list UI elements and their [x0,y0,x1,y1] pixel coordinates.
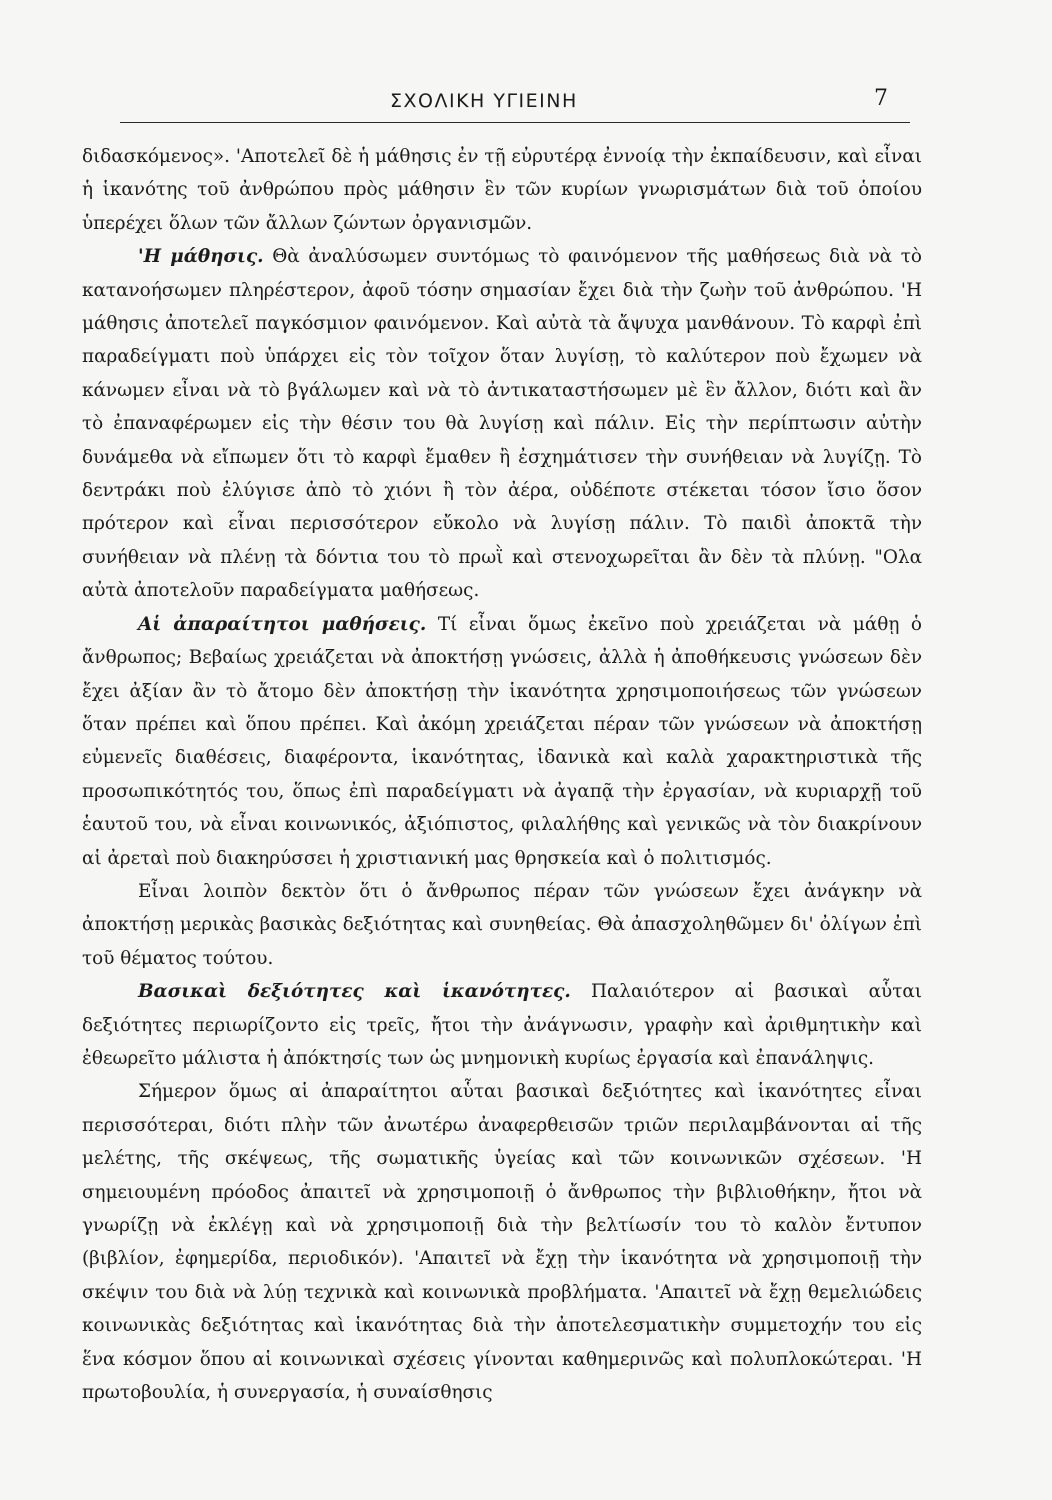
page-header [120,86,910,126]
paragraph-text: Παλαιότερον αἱ βασικαὶ αὗται δεξιότητες περιωρίζοντο εἰς τρεῖς, ἤτοι τὴν ἀνάγνωσιν, γραφὴν καὶ ἀριθμητικὴν καὶ ἐθεωρεῖτο μάλιστα ἡ ἀπόκτησίς των ὡς μνημονικὴ κυρίως ἐργασία καὶ ἐπανάληψις. [82,981,922,1069]
header-rule [120,122,910,123]
paragraph [82,608,922,875]
paragraph-text: Εἶναι λοιπὸν δεκτὸν ὅτι ὁ ἄνθρωπος πέραν τῶν γνώσεων ἔχει ἀνάγκην νὰ ἀποκτήσῃ μερικὰς βασικὰς δεξιότητας καὶ συνηθείας. Θὰ ἀπασχοληθῶμεν δι' ὀλίγων ἐπὶ τοῦ θέματος τούτου. [82,880,922,969]
paragraph-text: Τί εἶναι ὅμως ἐκεῖνο ποὺ χρειάζεται νὰ μάθῃ ὁ ἄνθρωπος; Βεβαίως χρειάζεται νὰ ἀποκτήσῃ γνώσεις, ἀλλὰ ἡ ἀποθήκευσις γνώσεων δὲν ἔχει ἀξίαν ἂν τὸ ἄτομο δὲν ἀποκτήσῃ τὴν ἱκανότητα χρησιμοποιήσεως τῶν γνώσεων ὅταν πρέπει καὶ ὅπου πρέπει. Καὶ ἀκόμη χρειάζεται πέραν τῶν γνώσεων νὰ ἀποκτήσῃ εὐμενεῖς διαθέσεις, διαφέροντα, ἱκανότητας, ἰδανικὰ καὶ καλὰ χαρακτηριστικὰ τῆς προσωπικότητός του, ὅπως ἐπὶ παραδείγματι νὰ ἀγαπᾷ τὴν ἐργασίαν, νὰ κυριαρχῇ τοῦ ἑαυτοῦ του, νὰ εἶναι κοινωνικός, ἀξιόπιστος, φιλαλήθης καὶ γενικῶς νὰ τὸν διακρίνουν αἱ ἀρεταὶ ποὺ διακηρύσσει ἡ χριστιανική μας θρησκεία καὶ ὁ πολιτισμός. [82,613,922,869]
paragraph [82,875,922,975]
paragraph [82,140,922,240]
running-title: ΣΧΟΛΙΚΗ ΥΓΙΕΙΝΗ [390,90,578,112]
page-number: 7 [874,86,888,111]
section-heading: Αἱ ἀπαραίτητοι μαθήσεις. [138,613,427,635]
paragraph [82,1075,922,1409]
section-heading: 'Η μάθησις. [138,246,264,268]
section-heading: Βασικαὶ δεξιότητες καὶ ἱκανότητες. [138,981,571,1003]
paragraph-text: Θὰ ἀναλύσωμεν συντόμως τὸ φαινόμενον τῆς μαθήσεως διὰ νὰ τὸ κατανοήσωμεν πληρέστερον, ἀφοῦ τόσην σημασίαν ἔχει διὰ τὴν ζωὴν τοῦ ἀνθρώπου. 'Η μάθησις ἀποτελεῖ παγκόσμιον φαινόμενον. Καὶ αὐτὰ τὰ ἄψυχα μανθάνουν. Τὸ καρφὶ ἐπὶ παραδείγματι ποὺ ὑπάρχει εἰς τὸν τοῖχον ὅταν λυγίσῃ, τὸ καλύτερον ποὺ ἔχωμεν νὰ κάνωμεν εἶναι νὰ τὸ βγάλωμεν καὶ νὰ τὸ ἀντικαταστήσωμεν μὲ ἓν ἄλλον, διότι καὶ ἂν τὸ ἐπαναφέρωμεν εἰς τὴν θέσιν του θὰ λυγίσῃ καὶ πάλιν. Εἰς τὴν περίπτωσιν αὐτὴν δυνάμεθα νὰ εἴπωμεν ὅτι τὸ καρφὶ ἔμαθεν ἢ ἐσχημάτισεν τὴν συνήθειαν νὰ λυγίζῃ. Τὸ δεντράκι ποὺ ἐλύγισε ἀπὸ τὸ χιόνι ἢ τὸν ἀέρα, οὐδέποτε στέκεται τόσον ἴσιο ὅσον πρότερον καὶ εἶναι περισσότερον εὔκολο νὰ λυγίσῃ πάλιν. Τὸ παιδὶ ἀποκτᾶ τὴν συνήθειαν νὰ πλένῃ τὰ δόντια του τὸ πρωῒ καὶ στενοχωρεῖται ἂν δὲν τὰ πλύνῃ. "Ολα αὐτὰ ἀποτελοῦν παραδείγματα μαθήσεως. [82,246,922,602]
paragraph [82,240,922,607]
paragraph-text: διδασκόμενος». 'Αποτελεῖ δὲ ἡ μάθησις ἐν τῇ εὐρυτέρᾳ ἐννοίᾳ τὴν ἐκπαίδευσιν, καὶ εἶναι ἡ ἱκανότης τοῦ ἀνθρώπου πρὸς μάθησιν ἓν τῶν κυρίων γνωρισμάτων διὰ τοῦ ὁποίου ὑπερέχει ὅλων τῶν ἄλλων ζώντων ὀργανισμῶν. [82,146,922,234]
paragraph-text: Σήμερον ὅμως αἱ ἀπαραίτητοι αὗται βασικαὶ δεξιότητες καὶ ἱκανότητες εἶναι περισσότεραι, διότι πλὴν τῶν ἀνωτέρω ἀναφερθεισῶν τριῶν περιλαμβάνονται αἱ τῆς μελέτης, τῆς σκέψεως, τῆς σωματικῆς ὑγείας καὶ τῶν κοινωνικῶν σχέσεων. 'Η σημειουμένη πρόοδος ἀπαιτεῖ νὰ χρησιμοποιῇ ὁ ἄνθρωπος τὴν βιβλιοθήκην, ἤτοι νὰ γνωρίζῃ νὰ ἐκλέγῃ καὶ νὰ χρησιμοποιῇ διὰ τὴν βελτίωσίν του τὸ καλὸν ἔντυπον (βιβλίον, ἐφημερίδα, περιοδικόν). 'Απαιτεῖ νὰ ἔχῃ τὴν ἱκανότητα νὰ χρησιμοποιῇ τὴν σκέψιν του διὰ νὰ λύῃ τεχνικὰ καὶ κοινωνικὰ προβλήματα. 'Απαιτεῖ νὰ ἔχῃ θεμελιώδεις κοινωνικὰς δεξιότητας καὶ ἱκανότητας διὰ τὴν ἀποτελεσματικὴν συμμετοχήν του εἰς ἕνα κόσμον ὅπου αἱ κοινωνικαὶ σχέσεις γίνονται καθημερινῶς καὶ πολυπλοκώτεραι. 'Η πρωτοβουλία, ἡ συνεργασία, ἡ συναίσθησις [82,1081,922,1404]
body-text [82,140,922,1409]
paragraph [82,975,922,1075]
